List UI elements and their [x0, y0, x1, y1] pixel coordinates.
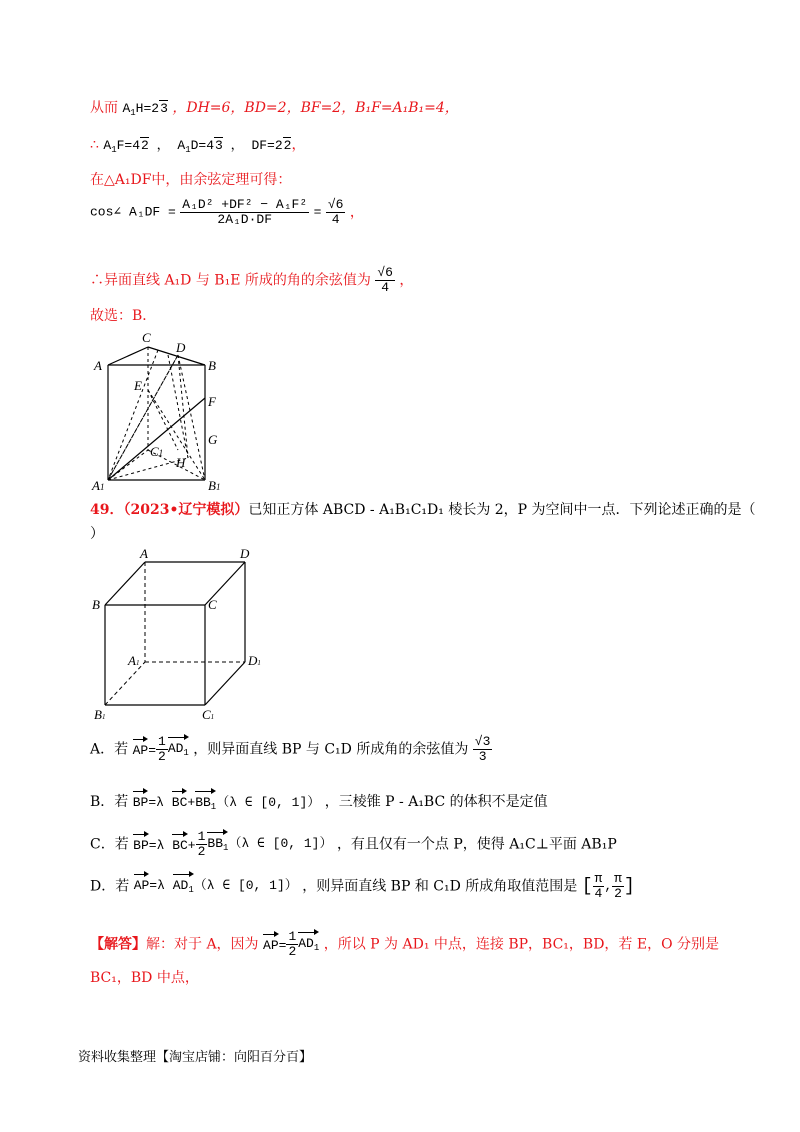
label-C: C: [208, 597, 217, 612]
label-A: A: [94, 358, 102, 373]
text: 从而: [90, 100, 118, 116]
solution-line-3: 在△A₁DF中，由余弦定理可得：: [90, 172, 292, 188]
range-low: $\frac{\pi}{4}$: [594, 871, 603, 901]
problem-stem: [90, 500, 800, 520]
formula-c: BP=λ BC+: [133, 838, 195, 853]
formula-d: AP=λ $AD_1(\lambda$ ∈ [0, 1]）: [134, 878, 298, 893]
cube-figure: [90, 545, 270, 725]
option-b[interactable]: B．若 BP=λ $BC+BB_1(\lambda$ ∈ [0, 1]） ，三棱锥 P - A₁BC 的体积不是定值: [90, 790, 800, 817]
label-C1: C1: [202, 707, 215, 722]
label-B1: B1: [94, 707, 106, 722]
solution-line-6: 故选：B．: [90, 308, 157, 324]
label-D1: D1: [248, 653, 261, 668]
label-C: C: [142, 330, 151, 345]
label-B: B: [92, 597, 100, 612]
problem-stem-close: ）: [90, 526, 104, 542]
label-A: A: [140, 546, 148, 561]
answer-line-2: BC₁，BD 中点，: [90, 970, 199, 986]
label-C1: C1: [150, 444, 164, 459]
problem-text: 已知正方体 ABCD - A₁B₁C₁D₁ 棱长为 2，P 为空间中一点．下列论述正确的是（: [248, 502, 756, 518]
footer: 资料收集整理【淘宝店铺：向阳百分百】: [78, 1050, 313, 1065]
label-E: E: [134, 378, 142, 393]
solution-line-2: ∴ $A_1F=42$ ， $A_1D=43$ ， DF=22，: [90, 137, 306, 155]
cos-value-a: $\frac{√3}{3}$: [474, 734, 491, 764]
formula-a: AP=: [133, 743, 156, 758]
label-B: B: [208, 358, 216, 373]
label-A1: A1: [128, 653, 140, 668]
answer-tag: 【解答】: [90, 936, 146, 953]
answer-line-1: 【解答】解：对于 A，因为 AP= $\frac{1}{2}$ $AD_1$ ，所以 P 为 AD₁ 中点，连接 BP，BC₁，BD，若 E，O 分别是: [90, 929, 720, 959]
formula-lengths: $A_1F=42$ ， $A_1D=43$ ， DF=22: [103, 138, 292, 155]
cosine-formula: cos∠ A₁DF = $\frac{\text{A₁D² +DF² − A₁F²}}{\text{2A₁D·DF}}$ = $\frac{√6}{4}$ ，: [90, 197, 364, 227]
label-G: G: [208, 432, 218, 447]
formula-answer: AP=: [263, 938, 286, 953]
formula-a1h: $A_1H=23$: [122, 101, 168, 118]
cos-result: $\frac{√6}{4}$: [327, 197, 344, 227]
solution-line-5: ∴异面直线 A₁D 与 B₁E 所成的角的余弦值为 $\frac{√6}{4}$ ，: [90, 265, 414, 295]
result-fraction: $\frac{√6}{4}$: [377, 265, 393, 295]
therefore-symbol: ∴: [90, 137, 99, 153]
problem-source: （2023•辽宁模拟）: [123, 502, 249, 518]
option-c[interactable]: C．若 BP=λ BC+ $\frac{1}{2}$ $BB_1(\lambda$ ∈ [0, 1]） ，有且仅有一个点 P，使得 A₁C⊥平面 AB₁P: [90, 829, 617, 859]
range-high: $\frac{\pi}{2}$: [614, 871, 622, 901]
formula-b: BP=λ $BC+BB_1(\lambda$ ∈ [0, 1]）: [133, 795, 321, 810]
option-d[interactable]: D．若 AP=λ $AD_1(\lambda$ ∈ [0, 1]） ，则异面直线 BP 和 C₁D 所成角取值范围是 [ $\frac{\pi}{4}$ , $\frac{\pi}{2}$ ]: [90, 871, 635, 901]
label-F: F: [208, 394, 216, 409]
prism-figure: [88, 330, 238, 495]
text: ，DH=6，BD=2，BF=2，B₁F=A₁B₁=4，: [172, 100, 459, 116]
cos-fraction: $\frac{\text{A₁D² +DF² − A₁F²}}{\text{2A₁D·DF}}$: [182, 197, 308, 227]
solution-line-1: [90, 98, 800, 123]
problem-number: 49．: [90, 502, 124, 518]
option-a[interactable]: A．若 AP= $\frac{1}{2}$ $AD_1$ ，则异面直线 BP 与 C₁D 所成角的余弦值为 $\frac{√3}{3}$: [90, 734, 491, 764]
cos-lhs: cos∠ A₁DF =: [90, 204, 176, 220]
label-B1: B1: [208, 478, 221, 493]
label-H: H: [176, 455, 186, 470]
label-D: D: [176, 340, 186, 355]
label-A1: A1: [92, 478, 105, 493]
label-D: D: [240, 546, 250, 561]
